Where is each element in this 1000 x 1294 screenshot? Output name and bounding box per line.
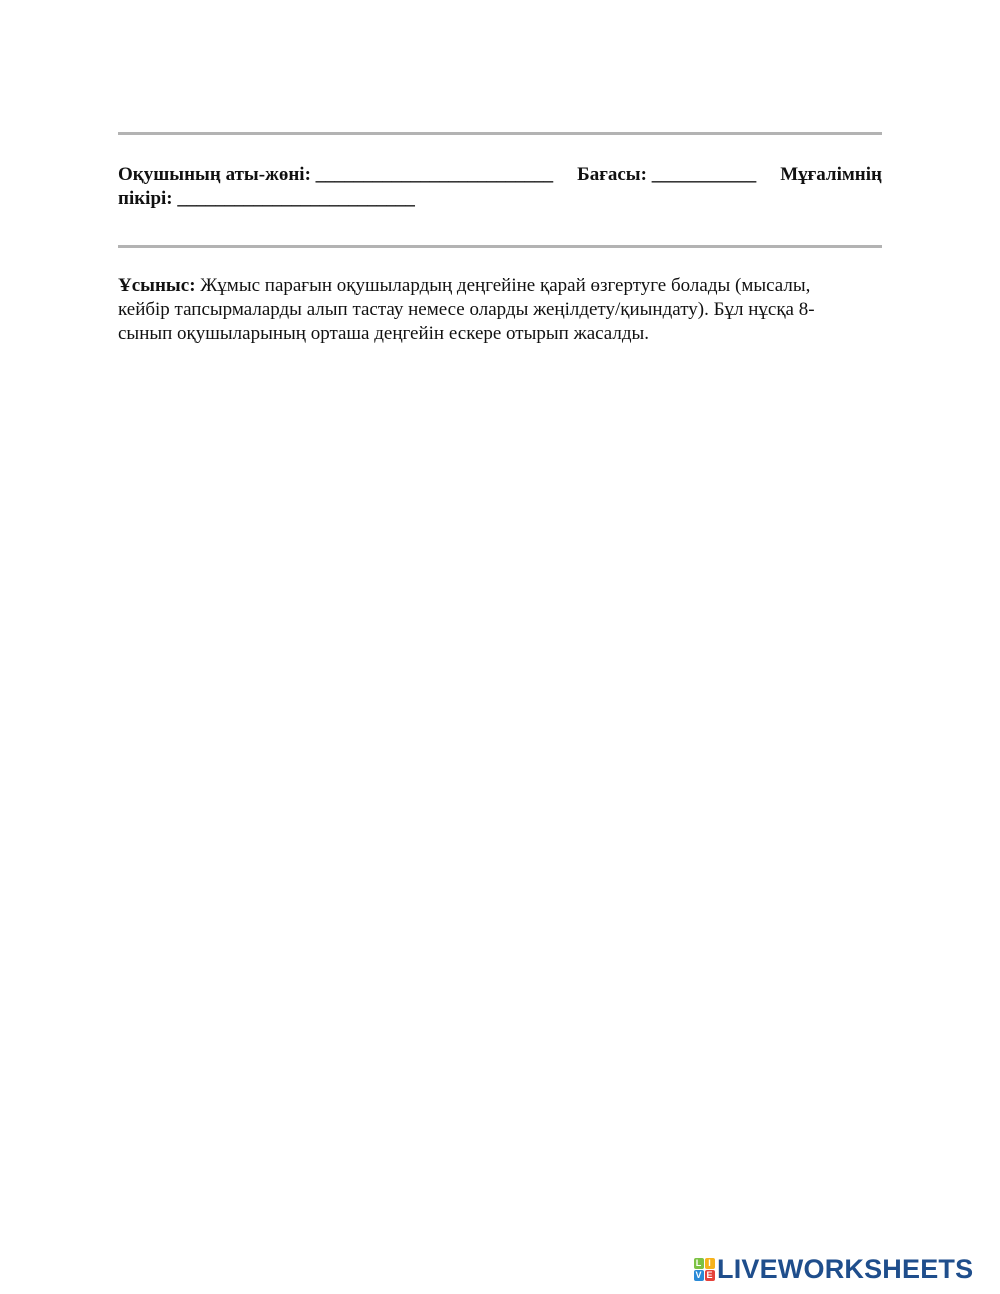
note-text-1: Жұмыс парағын оқушылардың деңгейіне қарай өзгертуге болады (мысалы, xyxy=(195,275,811,296)
student-info-fields xyxy=(118,163,882,211)
student-name-blank[interactable]: _________________________ xyxy=(315,164,554,185)
note-line-3: сынып оқушыларының орташа деңгейін ескере отырып жасалды. xyxy=(118,323,650,344)
logo-letter-i: I xyxy=(705,1258,715,1269)
grade-label: Бағасы: xyxy=(577,164,647,185)
logo-letter-l: L xyxy=(694,1258,704,1269)
teacher-comment-blank[interactable]: _________________________ xyxy=(177,188,415,209)
teacher-comment-label: Мұғалімнің xyxy=(780,164,882,185)
top-divider xyxy=(118,132,882,135)
suggestion-note xyxy=(118,274,858,346)
live-logo-icon xyxy=(693,1257,715,1281)
grade-field[interactable] xyxy=(577,163,756,187)
student-name-field[interactable] xyxy=(118,163,553,187)
fields-line-2 xyxy=(118,187,882,211)
student-name-label: Оқушының аты-жөні: xyxy=(118,164,311,185)
logo-letter-v: V xyxy=(695,1270,702,1280)
logo-wordmark: LIVEWORKSHEETS xyxy=(717,1254,974,1284)
note-label: Ұсыныс: xyxy=(118,275,196,296)
logo-letter-e: E xyxy=(706,1270,713,1280)
grade-blank[interactable]: ___________ xyxy=(651,164,757,185)
teacher-comment-label-cont: пікірі: xyxy=(118,188,173,209)
note-line-2: кейбір тапсырмаларды алып тастау немесе оларды жеңілдету/қиындату). Бұл нұсқа 8- xyxy=(118,299,815,320)
fields-line-1 xyxy=(118,163,882,187)
note-line-1 xyxy=(118,274,858,298)
liveworksheets-logo[interactable] xyxy=(693,1255,973,1283)
bottom-divider xyxy=(118,245,882,248)
